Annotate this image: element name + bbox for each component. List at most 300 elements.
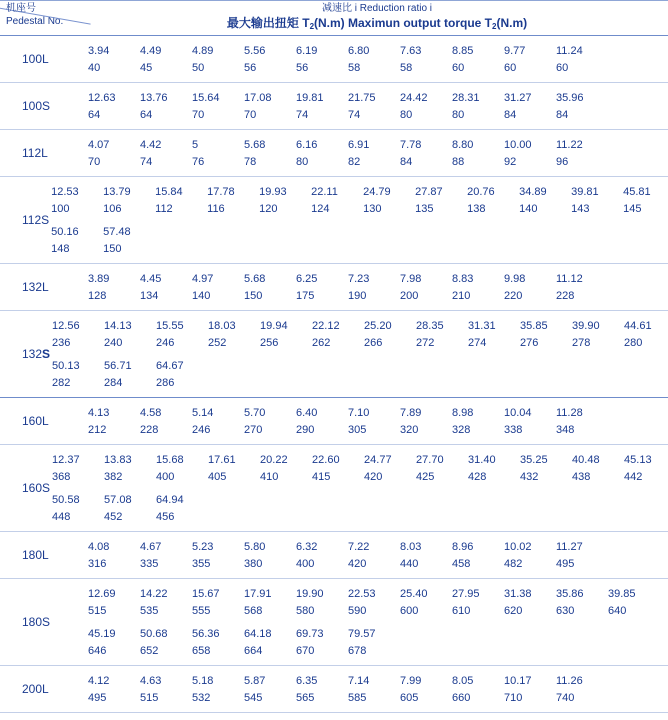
torque-line xyxy=(86,404,668,421)
torque-line xyxy=(86,538,668,555)
pedestal-no-cell xyxy=(0,264,86,310)
values-cell xyxy=(86,532,668,578)
ratio-value: 116 xyxy=(207,202,225,215)
torque-value: 24.42 xyxy=(400,91,428,104)
ratio-value: 280 xyxy=(624,336,643,349)
ratio-value: 610 xyxy=(452,604,471,617)
torque-value: 21.75 xyxy=(348,91,376,104)
ratio-value: 50 xyxy=(192,61,205,74)
torque-line xyxy=(50,317,668,334)
ratio-value: 88 xyxy=(452,155,465,168)
ratio-value: 58 xyxy=(400,61,413,74)
ratio-line xyxy=(50,334,668,351)
torque-value: 5.23 xyxy=(192,540,214,553)
ratio-value: 600 xyxy=(400,604,419,617)
torque-value: 56.36 xyxy=(192,627,220,640)
torque-value: 6.19 xyxy=(296,44,318,57)
ratio-value: 80 xyxy=(400,108,413,121)
header-torque-en: (N.m) Maximun output torque T xyxy=(314,16,492,30)
values-cell xyxy=(49,177,668,263)
ratio-value: 58 xyxy=(348,61,361,74)
ratio-value: 316 xyxy=(88,557,107,570)
header-torque-cell xyxy=(86,1,668,35)
ratio-value: 428 xyxy=(468,470,487,483)
header-torque-sub1: 2 xyxy=(309,22,315,31)
torque-value: 18.03 xyxy=(208,319,236,332)
ratio-value: 220 xyxy=(504,289,523,302)
ratio-value: 284 xyxy=(104,376,123,389)
pedestal-no-cell xyxy=(0,579,86,665)
ratio-value: 338 xyxy=(504,423,523,436)
ratio-value: 145 xyxy=(623,202,642,215)
torque-value: 14.13 xyxy=(104,319,132,332)
ratio-value: 40 xyxy=(88,61,101,74)
ratio-value: 92 xyxy=(504,155,517,168)
torque-value: 10.04 xyxy=(504,406,532,419)
torque-value: 17.91 xyxy=(244,587,272,600)
ratio-value: 246 xyxy=(192,423,211,436)
ratio-value: 348 xyxy=(556,423,575,436)
torque-value: 11.24 xyxy=(556,44,583,57)
ratio-value: 458 xyxy=(452,557,471,570)
ratio-value: 400 xyxy=(296,557,315,570)
ratio-value: 240 xyxy=(104,336,123,349)
torque-value: 50.68 xyxy=(140,627,168,640)
header-ratio-label: 减速比 i Reduction ratio i xyxy=(321,3,433,14)
header-torque-sub2: 2 xyxy=(492,22,497,31)
ratio-line xyxy=(50,468,668,485)
ratio-value: 74 xyxy=(296,108,309,121)
ratio-line xyxy=(86,287,668,304)
ratio-value: 84 xyxy=(556,108,569,121)
torque-value: 35.86 xyxy=(556,587,584,600)
ratio-value: 78 xyxy=(244,155,257,168)
torque-value: 17.78 xyxy=(207,185,235,198)
ratio-value: 630 xyxy=(556,604,575,617)
ratio-value: 70 xyxy=(244,108,257,121)
torque-value: 24.77 xyxy=(364,453,392,466)
torque-value: 8.83 xyxy=(452,272,474,285)
ratio-value: 134 xyxy=(140,289,159,302)
torque-line xyxy=(86,270,668,287)
ratio-value: 565 xyxy=(296,691,315,704)
torque-value: 31.31 xyxy=(468,319,496,332)
torque-value: 79.57 xyxy=(348,627,376,640)
ratio-value: 710 xyxy=(504,691,523,704)
pedestal-no-suffix: S xyxy=(42,347,51,361)
pedestal-no-label: 112L xyxy=(22,146,48,160)
torque-value: 7.14 xyxy=(348,674,370,687)
ratio-value: 70 xyxy=(192,108,205,121)
table-row xyxy=(0,398,668,445)
pedestal-no-cell xyxy=(0,532,86,578)
torque-value: 6.91 xyxy=(348,138,370,151)
torque-value: 8.80 xyxy=(452,138,474,151)
torque-value: 19.94 xyxy=(260,319,288,332)
torque-value: 35.85 xyxy=(520,319,548,332)
ratio-value: 495 xyxy=(88,691,107,704)
torque-value: 7.99 xyxy=(400,674,422,687)
torque-value: 15.84 xyxy=(155,185,183,198)
torque-value: 31.38 xyxy=(504,587,532,600)
ratio-value: 64 xyxy=(140,108,153,121)
torque-value: 27.70 xyxy=(416,453,444,466)
ratio-value: 64 xyxy=(88,108,101,121)
ratio-value: 84 xyxy=(400,155,413,168)
torque-value: 11.26 xyxy=(556,674,583,687)
ratio-value: 246 xyxy=(156,336,175,349)
pedestal-no-cell xyxy=(0,398,86,444)
ratio-value: 580 xyxy=(296,604,315,617)
ratio-value: 660 xyxy=(452,691,471,704)
header-torque-tail: (N.m) xyxy=(496,16,528,30)
torque-value: 20.22 xyxy=(260,453,288,466)
ratio-line xyxy=(86,642,668,659)
table-row xyxy=(0,579,668,666)
ratio-value: 380 xyxy=(244,557,263,570)
torque-value: 5.18 xyxy=(192,674,214,687)
header-torque-cn: 最大输出扭矩 xyxy=(226,16,299,30)
values-cell xyxy=(86,83,668,129)
torque-value: 39.81 xyxy=(571,185,599,198)
torque-value: 4.08 xyxy=(88,540,110,553)
ratio-value: 80 xyxy=(296,155,309,168)
torque-value: 7.63 xyxy=(400,44,422,57)
ratio-value: 425 xyxy=(416,470,435,483)
torque-value: 3.94 xyxy=(88,44,110,57)
table-row xyxy=(0,666,668,713)
torque-value: 31.40 xyxy=(468,453,496,466)
ratio-line xyxy=(86,689,668,706)
torque-value: 28.31 xyxy=(452,91,480,104)
torque-value: 11.12 xyxy=(556,272,583,285)
pedestal-no-label: 100L xyxy=(22,52,49,66)
ratio-value: 405 xyxy=(208,470,227,483)
torque-value: 15.68 xyxy=(156,453,184,466)
ratio-value: 368 xyxy=(52,470,71,483)
pedestal-no-label: 180L xyxy=(22,548,49,562)
ratio-value: 175 xyxy=(296,289,315,302)
torque-value: 12.53 xyxy=(51,185,79,198)
ratio-value: 56 xyxy=(244,61,257,74)
torque-value: 4.89 xyxy=(192,44,214,57)
table-header xyxy=(0,1,668,36)
ratio-value: 96 xyxy=(556,155,569,168)
ratio-value: 448 xyxy=(52,510,71,523)
torque-value: 11.22 xyxy=(556,138,583,151)
torque-line xyxy=(86,625,668,642)
torque-value: 45.13 xyxy=(624,453,652,466)
torque-value: 64.94 xyxy=(156,493,184,506)
ratio-value: 585 xyxy=(348,691,367,704)
pedestal-no-cell xyxy=(0,83,86,129)
pedestal-no-cell xyxy=(0,666,86,712)
torque-value: 8.98 xyxy=(452,406,474,419)
torque-value: 44.61 xyxy=(624,319,652,332)
torque-value: 4.97 xyxy=(192,272,214,285)
torque-value: 10.00 xyxy=(504,138,532,151)
torque-value: 14.22 xyxy=(140,587,168,600)
torque-value: 6.80 xyxy=(348,44,370,57)
ratio-value: 328 xyxy=(452,423,471,436)
torque-value: 7.89 xyxy=(400,406,422,419)
torque-value: 13.79 xyxy=(103,185,131,198)
pedestal-no-label: 132 xyxy=(22,347,43,361)
torque-value: 4.07 xyxy=(88,138,110,151)
table-row xyxy=(0,532,668,579)
torque-value: 50.58 xyxy=(52,493,80,506)
ratio-value: 355 xyxy=(192,557,211,570)
torque-value: 45.81 xyxy=(623,185,651,198)
torque-value: 34.89 xyxy=(519,185,547,198)
ratio-value: 495 xyxy=(556,557,575,570)
pedestal-no-cell xyxy=(0,445,50,531)
torque-value: 5.70 xyxy=(244,406,266,419)
ratio-value: 140 xyxy=(519,202,538,215)
ratio-value: 228 xyxy=(556,289,575,302)
torque-value: 4.42 xyxy=(140,138,162,151)
torque-value: 11.27 xyxy=(556,540,583,553)
ratio-value: 228 xyxy=(140,423,159,436)
ratio-value: 678 xyxy=(348,644,367,657)
torque-value: 22.12 xyxy=(312,319,340,332)
ratio-line xyxy=(86,59,668,76)
ratio-line xyxy=(86,153,668,170)
pedestal-no-cell xyxy=(0,36,86,82)
torque-line xyxy=(49,183,668,200)
ratio-value: 282 xyxy=(52,376,71,389)
torque-value: 19.93 xyxy=(259,185,287,198)
torque-value: 56.71 xyxy=(104,359,132,372)
torque-line xyxy=(50,491,668,508)
ratio-value: 135 xyxy=(415,202,434,215)
table-body xyxy=(0,36,668,713)
ratio-value: 305 xyxy=(348,423,367,436)
ratio-value: 106 xyxy=(103,202,122,215)
ratio-value: 290 xyxy=(296,423,315,436)
ratio-value: 270 xyxy=(244,423,263,436)
torque-value: 57.48 xyxy=(103,225,131,238)
ratio-value: 664 xyxy=(244,644,263,657)
ratio-value: 605 xyxy=(400,691,419,704)
ratio-value: 112 xyxy=(155,202,173,215)
table-row xyxy=(0,445,668,532)
pedestal-no-cell xyxy=(0,311,50,397)
ratio-value: 266 xyxy=(364,336,383,349)
torque-value: 13.83 xyxy=(104,453,132,466)
ratio-value: 60 xyxy=(504,61,517,74)
ratio-value: 420 xyxy=(348,557,367,570)
ratio-value: 272 xyxy=(416,336,435,349)
ratio-value: 274 xyxy=(468,336,487,349)
torque-value: 4.49 xyxy=(140,44,162,57)
table-row xyxy=(0,130,668,177)
ratio-value: 590 xyxy=(348,604,367,617)
ratio-line xyxy=(49,240,668,257)
values-cell xyxy=(86,398,668,444)
ratio-value: 82 xyxy=(348,155,361,168)
torque-value: 12.56 xyxy=(52,319,80,332)
ratio-value: 438 xyxy=(572,470,591,483)
torque-value: 64.67 xyxy=(156,359,184,372)
ratio-value: 415 xyxy=(312,470,331,483)
torque-value: 5.68 xyxy=(244,272,266,285)
torque-value: 5.87 xyxy=(244,674,266,687)
torque-line xyxy=(50,357,668,374)
values-cell xyxy=(86,130,668,176)
ratio-value: 56 xyxy=(296,61,309,74)
torque-value: 4.12 xyxy=(88,674,110,687)
ratio-line xyxy=(86,421,668,438)
ratio-value: 128 xyxy=(88,289,107,302)
ratio-value: 320 xyxy=(400,423,419,436)
ratio-value: 335 xyxy=(140,557,159,570)
torque-value: 22.53 xyxy=(348,587,376,600)
torque-line xyxy=(86,672,668,689)
ratio-value: 515 xyxy=(140,691,159,704)
ratio-value: 286 xyxy=(156,376,175,389)
torque-value: 6.35 xyxy=(296,674,318,687)
torque-value: 6.16 xyxy=(296,138,318,151)
torque-value: 69.73 xyxy=(296,627,324,640)
ratio-value: 210 xyxy=(452,289,471,302)
header-pedestal-en: Pedestal No. xyxy=(6,16,64,27)
torque-value: 50.13 xyxy=(52,359,80,372)
torque-value: 15.67 xyxy=(192,587,220,600)
values-cell xyxy=(50,311,668,397)
values-cell xyxy=(50,445,668,531)
ratio-value: 148 xyxy=(51,242,70,255)
table-row xyxy=(0,36,668,83)
ratio-value: 262 xyxy=(312,336,331,349)
header-pedestal-cell xyxy=(0,1,86,35)
ratio-value: 276 xyxy=(520,336,539,349)
ratio-value: 646 xyxy=(88,644,107,657)
torque-value: 5.56 xyxy=(244,44,266,57)
torque-value: 39.85 xyxy=(608,587,636,600)
ratio-value: 440 xyxy=(400,557,419,570)
torque-value: 9.98 xyxy=(504,272,526,285)
torque-value: 10.17 xyxy=(504,674,532,687)
values-cell xyxy=(86,36,668,82)
ratio-value: 652 xyxy=(140,644,159,657)
torque-value: 17.08 xyxy=(244,91,272,104)
ratio-value: 200 xyxy=(400,289,419,302)
torque-value: 28.35 xyxy=(416,319,444,332)
torque-line xyxy=(50,451,668,468)
ratio-value: 80 xyxy=(452,108,465,121)
torque-value: 6.25 xyxy=(296,272,318,285)
ratio-value: 452 xyxy=(104,510,123,523)
torque-value: 5.68 xyxy=(244,138,266,151)
ratio-value: 278 xyxy=(572,336,591,349)
torque-value: 40.48 xyxy=(572,453,600,466)
torque-value: 57.08 xyxy=(104,493,132,506)
ratio-value: 420 xyxy=(364,470,383,483)
ratio-value: 120 xyxy=(259,202,278,215)
ratio-value: 60 xyxy=(556,61,569,74)
ratio-value: 456 xyxy=(156,510,175,523)
torque-value: 4.58 xyxy=(140,406,162,419)
torque-value: 10.02 xyxy=(504,540,532,553)
ratio-value: 84 xyxy=(504,108,517,121)
torque-value: 3.89 xyxy=(88,272,110,285)
torque-value: 31.27 xyxy=(504,91,532,104)
torque-value: 11.28 xyxy=(556,406,583,419)
values-cell xyxy=(86,264,668,310)
ratio-value: 150 xyxy=(103,242,122,255)
ratio-value: 568 xyxy=(244,604,263,617)
ratio-value: 410 xyxy=(260,470,279,483)
ratio-value: 482 xyxy=(504,557,523,570)
torque-value: 7.10 xyxy=(348,406,370,419)
ratio-value: 535 xyxy=(140,604,159,617)
ratio-value: 620 xyxy=(504,604,523,617)
torque-value: 25.40 xyxy=(400,587,428,600)
ratio-line xyxy=(49,200,668,217)
pedestal-no-label: 200L xyxy=(22,682,49,696)
torque-value: 8.85 xyxy=(452,44,474,57)
ratio-value: 70 xyxy=(88,155,101,168)
torque-value: 5.14 xyxy=(192,406,214,419)
ratio-value: 150 xyxy=(244,289,263,302)
torque-value: 8.96 xyxy=(452,540,474,553)
ratio-value: 382 xyxy=(104,470,123,483)
table-row xyxy=(0,83,668,130)
table-row xyxy=(0,177,668,264)
ratio-value: 190 xyxy=(348,289,367,302)
ratio-value: 74 xyxy=(140,155,153,168)
pedestal-no-label: 100S xyxy=(22,99,51,113)
torque-value: 4.63 xyxy=(140,674,162,687)
torque-value: 8.03 xyxy=(400,540,422,553)
ratio-line xyxy=(86,106,668,123)
pedestal-no-cell xyxy=(0,177,49,263)
ratio-value: 740 xyxy=(556,691,575,704)
ratio-value: 45 xyxy=(140,61,153,74)
table-row xyxy=(0,311,668,398)
ratio-value: 432 xyxy=(520,470,539,483)
torque-value: 27.87 xyxy=(415,185,443,198)
pedestal-no-label: 112S xyxy=(22,213,50,227)
torque-value: 9.77 xyxy=(504,44,526,57)
ratio-line xyxy=(86,555,668,572)
values-cell xyxy=(86,579,668,665)
ratio-value: 138 xyxy=(467,202,486,215)
torque-value: 4.67 xyxy=(140,540,162,553)
torque-value: 17.61 xyxy=(208,453,236,466)
torque-value: 12.69 xyxy=(88,587,116,600)
torque-value: 50.16 xyxy=(51,225,79,238)
torque-value: 5 xyxy=(192,138,199,151)
ratio-value: 100 xyxy=(51,202,70,215)
ratio-value: 256 xyxy=(260,336,279,349)
torque-value: 35.96 xyxy=(556,91,584,104)
pedestal-no-cell xyxy=(0,130,86,176)
ratio-value: 143 xyxy=(571,202,590,215)
ratio-value: 74 xyxy=(348,108,361,121)
torque-value: 7.22 xyxy=(348,540,370,553)
torque-value: 25.20 xyxy=(364,319,392,332)
ratio-value: 252 xyxy=(208,336,227,349)
pedestal-no-label: 180S xyxy=(22,615,51,629)
torque-value: 15.64 xyxy=(192,91,220,104)
torque-line xyxy=(86,42,668,59)
ratio-value: 124 xyxy=(311,202,330,215)
torque-value: 15.55 xyxy=(156,319,184,332)
torque-line xyxy=(49,223,668,240)
ratio-value: 515 xyxy=(88,604,107,617)
